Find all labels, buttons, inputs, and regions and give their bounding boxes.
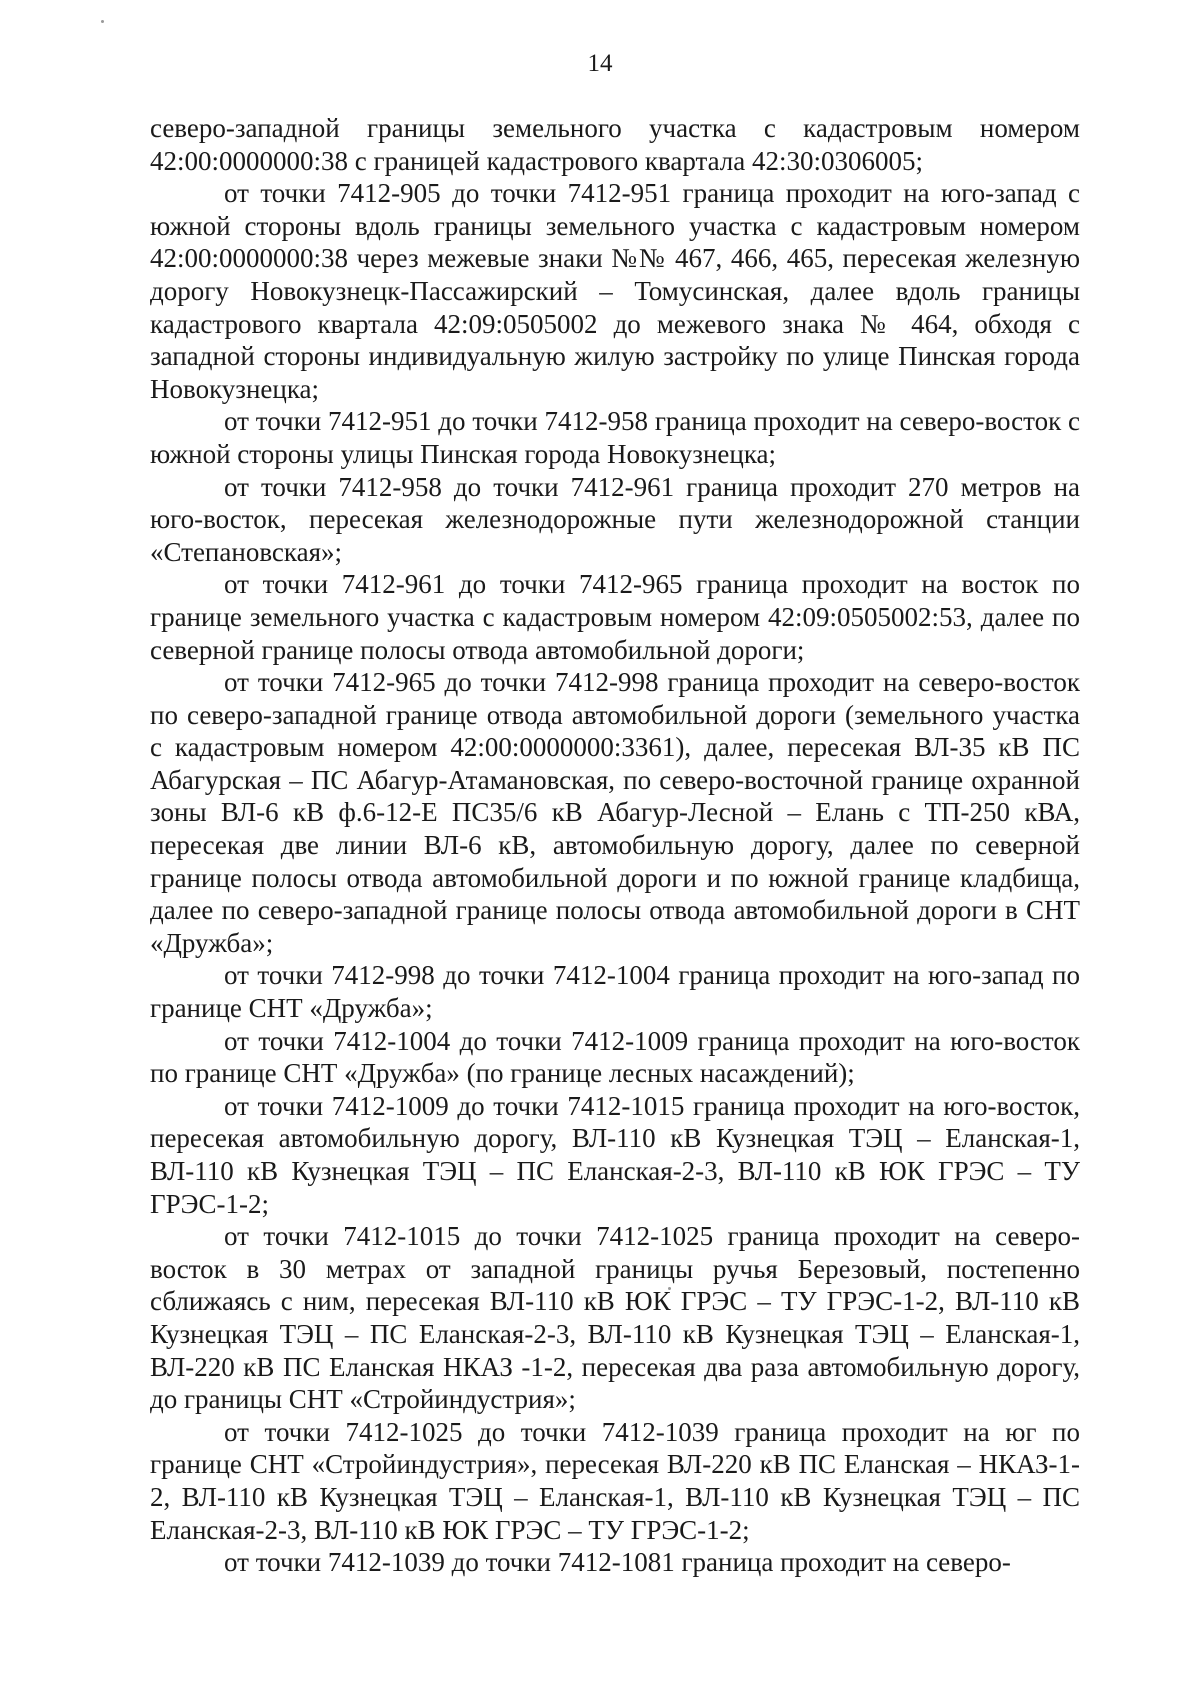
paragraph: от точки 7412-958 до точки 7412-961 граница проходит 270 метров на юго-восток, пересекая железнодорожные пути железнодорожной станции «Степановская»; (150, 471, 1080, 567)
document-body (150, 112, 1080, 1579)
page-number: 14 (587, 50, 613, 77)
paragraph: от точки 7412-998 до точки 7412-1004 граница проходит на юго-запад по границе СНТ «Дружба»; (150, 960, 1080, 1024)
paragraph: от точки 7412-1015 до точки 7412-1025 граница проходит на северо-восток в 30 метрах от западной границы ручья Березовый, постепенно сближаясь с ним, пересекая ВЛ-110 кВ ЮК ГРЭС – ТУ ГРЭС-1-2, ВЛ-110 кВ Кузнецкая ТЭЦ – ПС Еланская-2-3, ВЛ-110 кВ Кузнецкая ТЭЦ – Еланская-1, ВЛ-220 кВ ПС Еланская НКАЗ -1-2, пересекая два раза автомобильную дорогу, до границы СНТ «Стройиндустрия»; (150, 1221, 1080, 1415)
paragraph: от точки 7412-1004 до точки 7412-1009 граница проходит на юго-восток по границе СНТ «Дружба» (по границе лесных насаждений); (150, 1025, 1080, 1089)
paragraph: от точки 7412-961 до точки 7412-965 граница проходит на восток по границе земельного участка с кадастровым номером 42:09:0505002:53, далее по северной границе полосы отвода автомобильной дороги; (150, 569, 1080, 665)
paragraph: от точки 7412-1009 до точки 7412-1015 граница проходит на юго-восток, пересекая автомобильную дорогу, ВЛ-110 кВ Кузнецкая ТЭЦ – Еланская-1, ВЛ-110 кВ Кузнецкая ТЭЦ – ПС Еланская-2-3, ВЛ-110 кВ ЮК ГРЭС – ТУ ГРЭС-1-2; (150, 1090, 1080, 1219)
scan-speck (101, 20, 104, 23)
paragraph: северо-западной границы земельного участка с кадастровым номером 42:00:0000000:38 с границей кадастрового квартала 42:30:0306005; (150, 113, 1080, 176)
paragraph: от точки 7412-905 до точки 7412-951 граница проходит на юго-запад с южной стороны вдоль границы земельного участка с кадастровым номером 42:00:0000000:38 через межевые знаки №№ 467, 466, 465, пересекая железную дорогу Новокузнецк-Пассажирский – Томусинская, далее вдоль границы кадастрового квартала 42:09:0505002 до межевого знака № 464, обходя с западной стороны индивидуальную жилую застройку по улице Пинская города Новокузнецка; (150, 178, 1080, 404)
paragraph: от точки 7412-951 до точки 7412-958 граница проходит на северо-восток с южной стороны улицы Пинская города Новокузнецка; (150, 406, 1080, 469)
paragraph: от точки 7412-1039 до точки 7412-1081 граница проходит на северо- (224, 1547, 1011, 1578)
paragraph: от точки 7412-1025 до точки 7412-1039 граница проходит на юг по границе СНТ «Стройиндустрия», пересекая ВЛ-220 кВ ПС Еланская – НКАЗ-1-2, ВЛ-110 кВ Кузнецкая ТЭЦ – Еланская-1, ВЛ-110 кВ Кузнецкая ТЭЦ – ПС Еланская-2-3, ВЛ-110 кВ ЮК ГРЭС – ТУ ГРЭС-1-2; (150, 1416, 1080, 1545)
paragraph: от точки 7412-965 до точки 7412-998 граница проходит на северо-восток по северо-западной границе отвода автомобильной дороги (земельного участка с кадастровым номером 42:00:0000000:3361), далее, пересекая ВЛ-35 кВ ПС Абагурская – ПС Абагур-Атамановская, по северо-восточной границе охранной зоны ВЛ-6 кВ ф.6-12-Е ПС35/6 кВ Абагур-Лесной – Елань с ТП-250 кВА, пересекая две линии ВЛ-6 кВ, автомобильную дорогу, далее по северной границе полосы отвода автомобильной дороги и по южной границе кладбища, далее по северо-западной границе полосы отвода автомобильной дороги в СНТ «Дружба»; (150, 667, 1080, 958)
